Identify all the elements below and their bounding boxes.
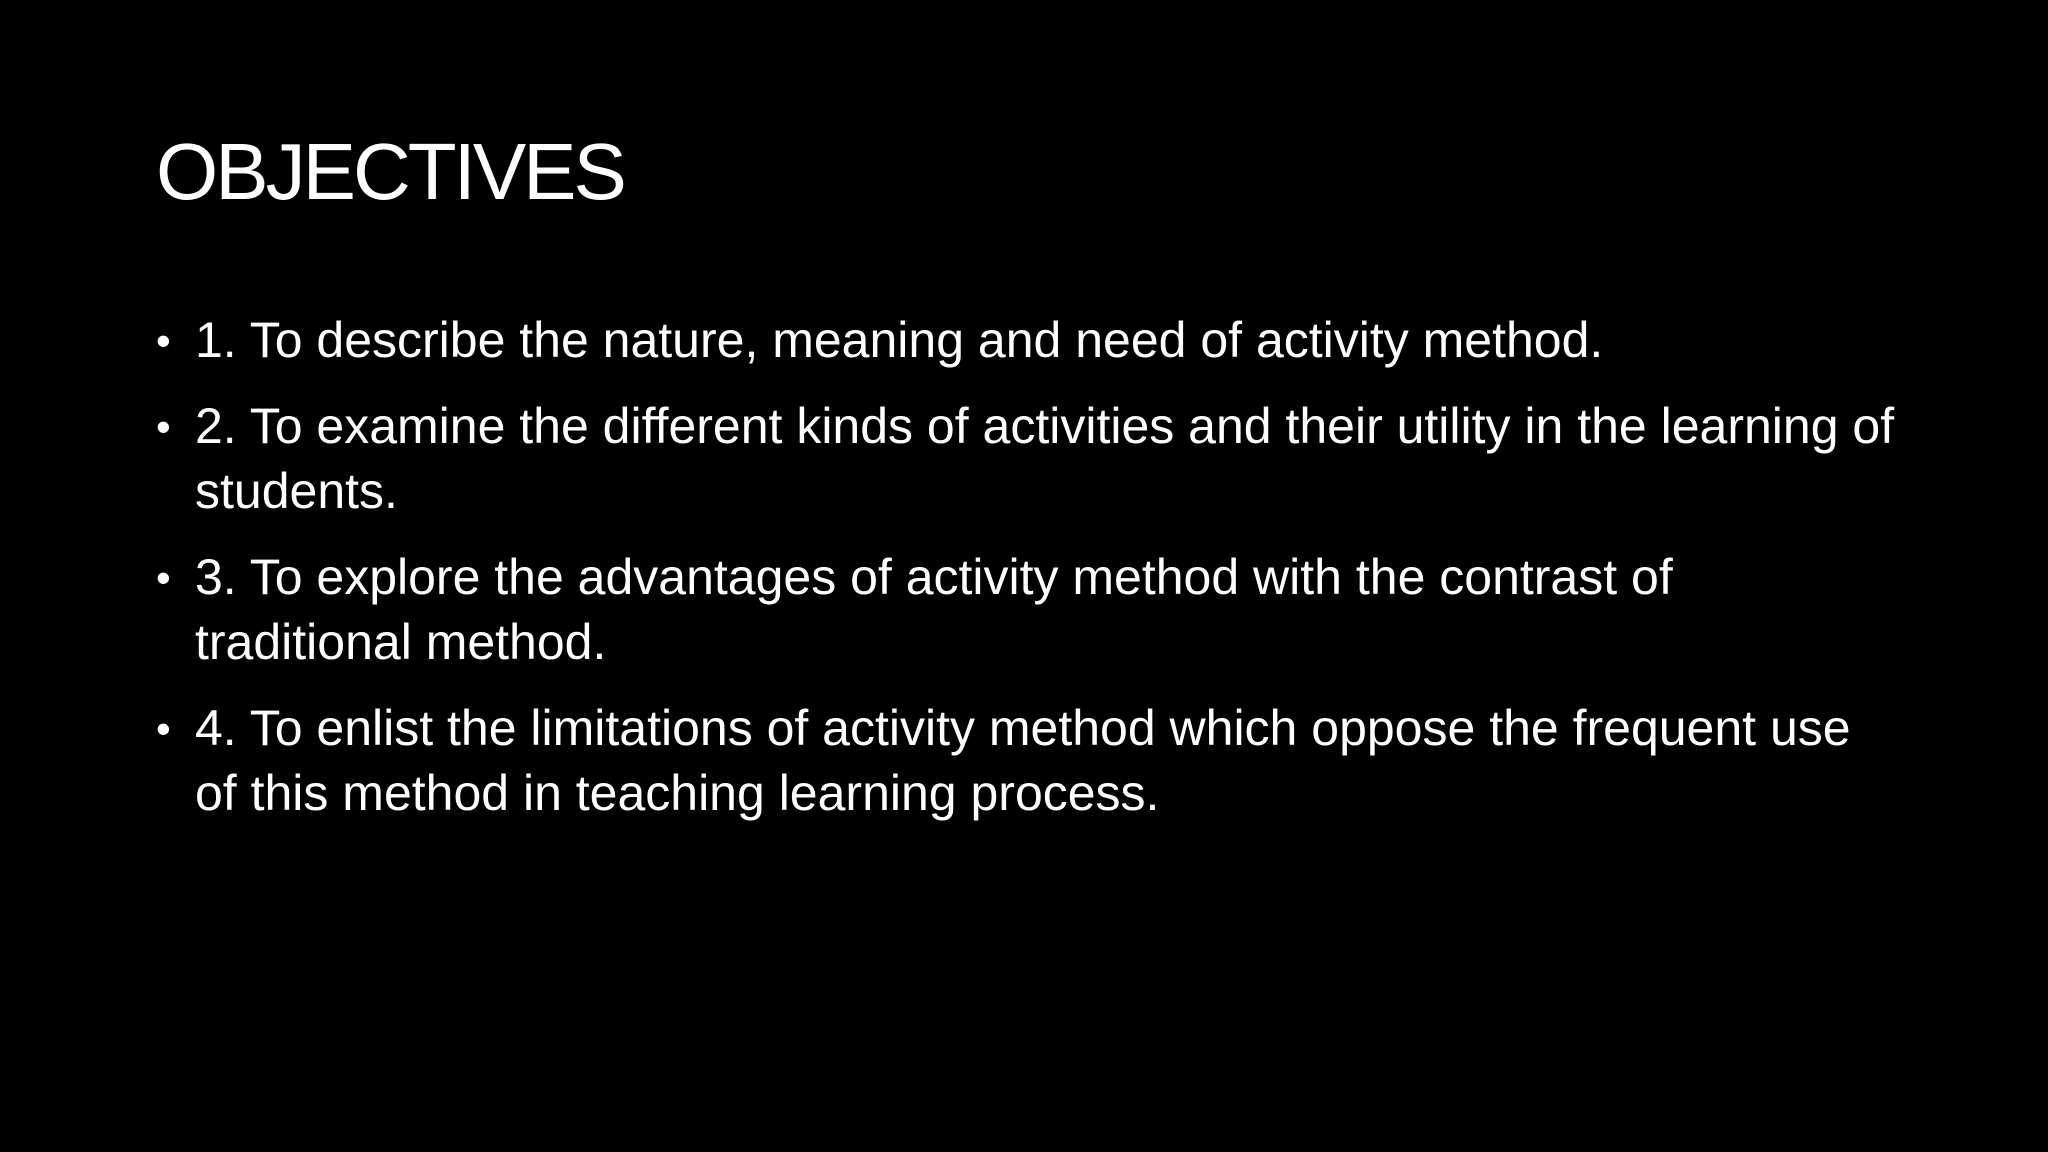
bullet-icon: • [156, 317, 171, 364]
objective-text: 1. To describe the nature, meaning and need of activity method. [195, 312, 1604, 368]
list-item [156, 545, 1896, 675]
bullet-icon: • [156, 403, 171, 450]
objectives-list [156, 308, 1896, 847]
bullet-icon: • [156, 705, 171, 752]
list-item [156, 696, 1896, 826]
objective-text: 3. To explore the advantages of activity method with the contrast of traditional method. [195, 549, 1673, 670]
list-item [156, 394, 1896, 524]
list-item [156, 308, 1896, 373]
bullet-icon: • [156, 554, 171, 601]
slide-title: OBJECTIVES [156, 127, 624, 216]
objective-text: 2. To examine the different kinds of activities and their utility in the learning of students. [195, 398, 1895, 519]
objective-text: 4. To enlist the limitations of activity method which oppose the frequent use of this method in teaching learning process. [195, 700, 1851, 821]
